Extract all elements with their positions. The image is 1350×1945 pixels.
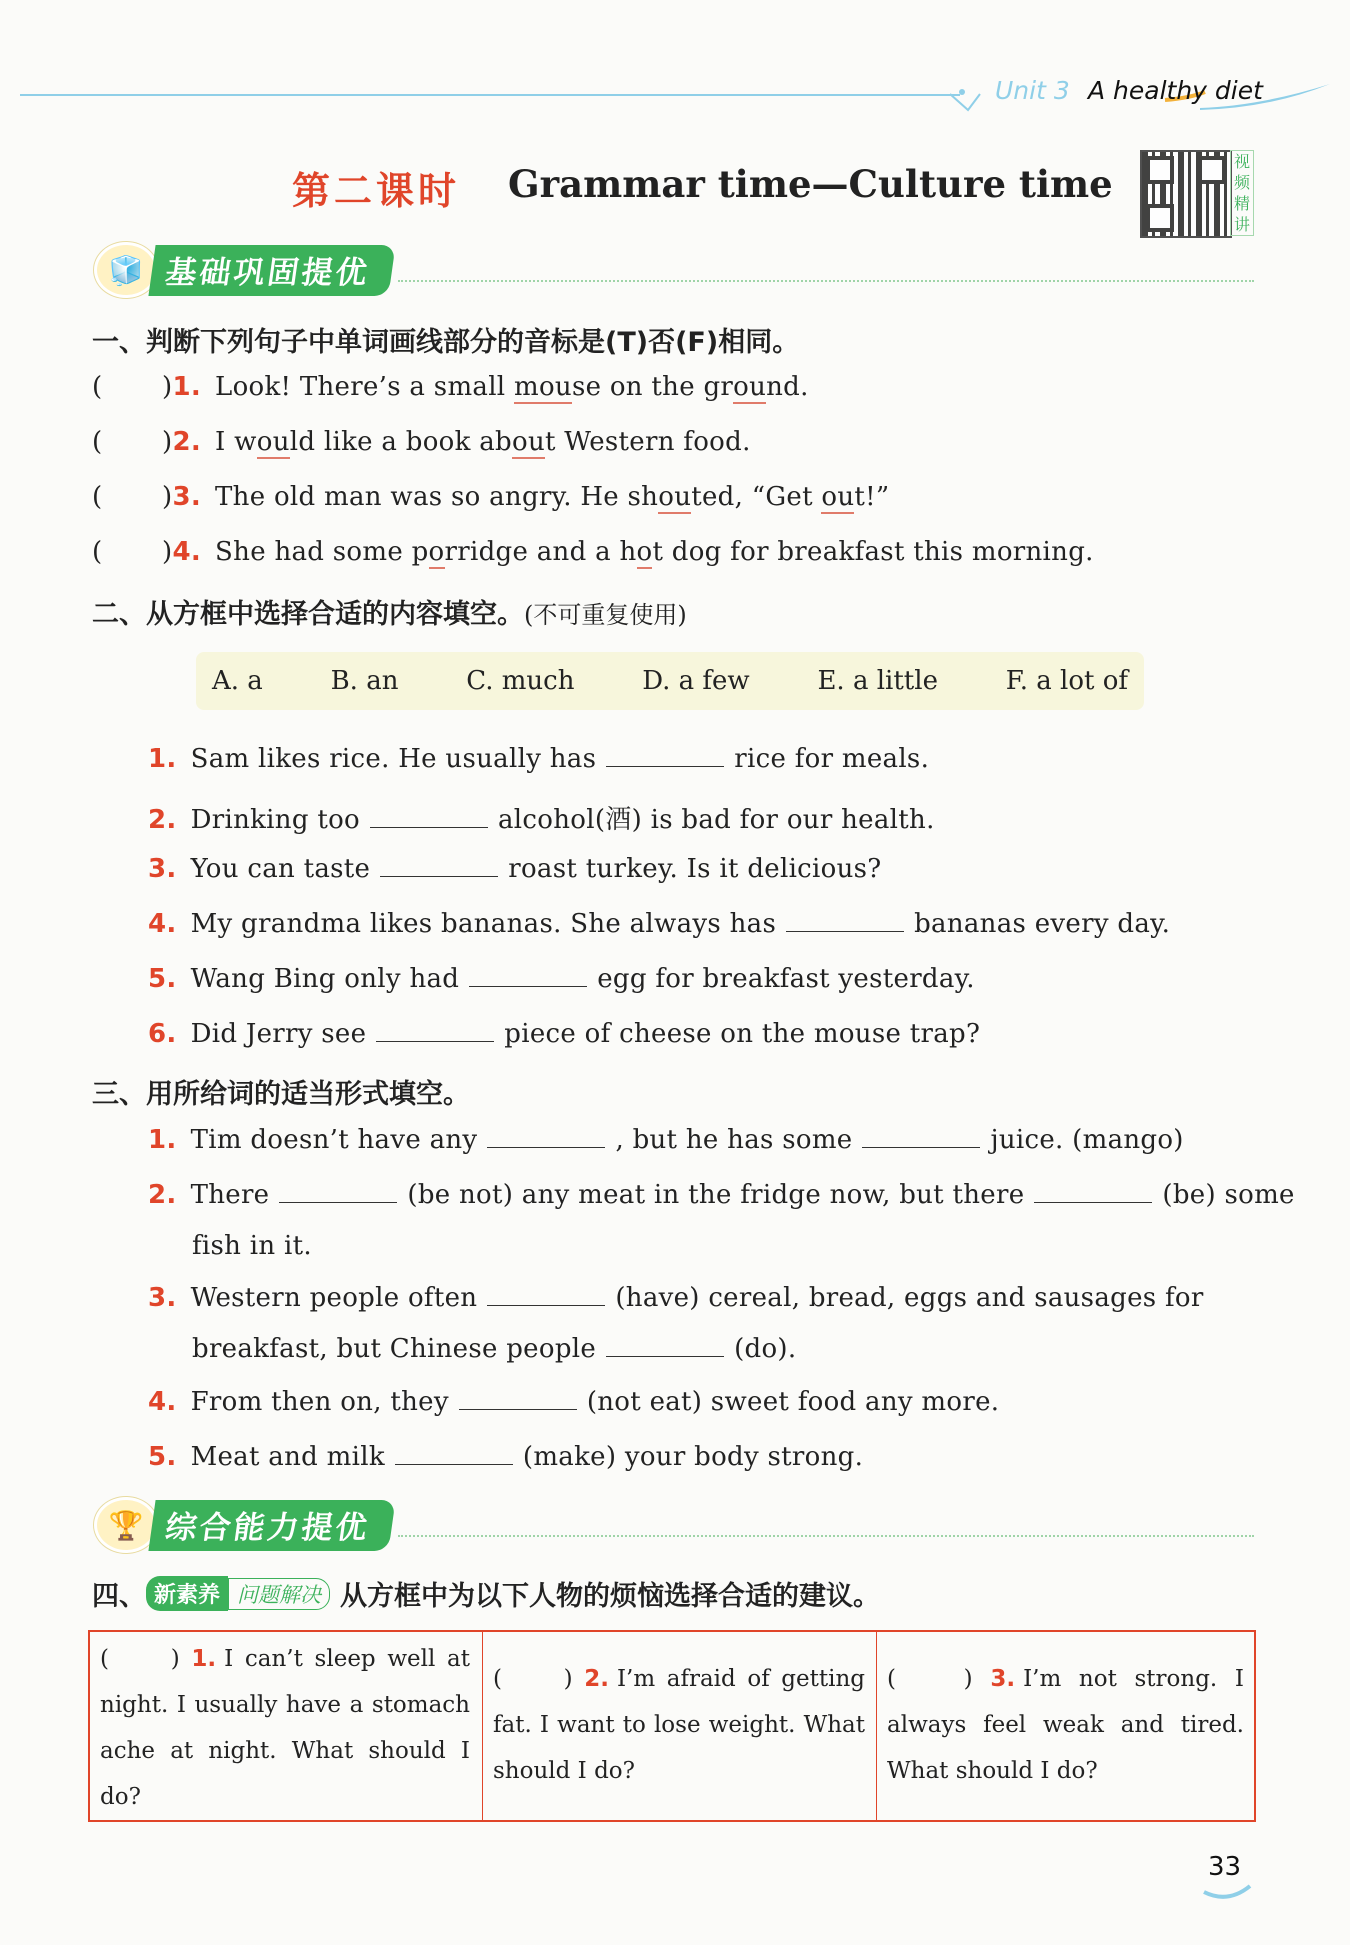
fill-blank[interactable] xyxy=(606,1334,724,1357)
problem-cell-3: ( ) 3. I’m not strong. I always feel weak and tired. What should I do? xyxy=(887,1666,1244,1784)
page-swoosh-icon xyxy=(1198,1846,1258,1906)
part1-item-3: ( )3. The old man was so angry. He shouted, “Get out!” xyxy=(92,482,890,512)
part2-item-1: 1. Sam likes rice. He usually has rice for meals. xyxy=(148,744,930,774)
part3-item-4: 4. From then on, they (not eat) sweet food any more. xyxy=(148,1387,1000,1417)
header-unit: Unit 3 xyxy=(995,76,1070,105)
fill-blank[interactable] xyxy=(487,1125,605,1148)
lesson-tag: 第二课时 xyxy=(292,168,461,213)
answer-paren[interactable]: ( xyxy=(493,1666,502,1692)
answer-paren[interactable]: ( xyxy=(92,537,103,567)
fill-blank[interactable] xyxy=(786,909,904,932)
fill-blank[interactable] xyxy=(469,964,587,987)
problems-table xyxy=(88,1630,1256,1822)
part1-item-1: ( )1. Look! There’s a small mouse on the ground. xyxy=(92,372,809,402)
lesson-title: Grammar time—Culture time xyxy=(508,162,1113,206)
fill-blank[interactable] xyxy=(487,1283,605,1306)
part3-item-2-cont: fish in it. xyxy=(192,1231,312,1261)
fill-blank[interactable] xyxy=(862,1125,980,1148)
header-unit-title: A healthy diet xyxy=(1088,76,1263,105)
tag-new-literacy: 新素养 xyxy=(146,1576,228,1611)
answer-paren[interactable]: ( xyxy=(100,1646,109,1672)
section-title-basic: 基础巩固提优 xyxy=(148,245,395,296)
part2-heading: 二、从方框中选择合适的内容填空。(不可重复使用) xyxy=(92,599,687,630)
part3-item-1: 1. Tim doesn’t have any , but he has some juice. (mango) xyxy=(148,1125,1184,1155)
fill-blank[interactable] xyxy=(395,1442,513,1465)
section-banner-basic xyxy=(94,248,1254,292)
part3-heading: 三、用所给词的适当形式填空。 xyxy=(92,1079,470,1110)
part1-heading: 一、判断下列句子中单词画线部分的音标是(T)否(F)相同。 xyxy=(92,327,800,358)
part3-item-2: 2. There (be not) any meat in the fridge now, but there (be) some xyxy=(148,1180,1295,1210)
fill-blank[interactable] xyxy=(370,805,488,828)
part2-item-2: 2. Drinking too alcohol(酒) is bad for our health. xyxy=(148,805,935,835)
option-c: C. much xyxy=(466,666,575,696)
option-d: D. a few xyxy=(642,666,750,696)
answer-paren[interactable]: ( xyxy=(887,1666,896,1692)
option-a: A. a xyxy=(212,666,263,696)
tag-problem-solving: 问题解决 xyxy=(228,1578,330,1610)
page-number: 33 xyxy=(1208,1852,1242,1882)
part4-heading: 四、 新素养 问题解决 从方框中为以下人物的烦恼选择合适的建议。 xyxy=(92,1574,880,1613)
fill-blank[interactable] xyxy=(376,1019,494,1042)
part2-item-5: 5. Wang Bing only had egg for breakfast yesterday. xyxy=(148,964,975,994)
answer-paren[interactable]: ( xyxy=(92,427,103,457)
trophy-icon: 🏆 xyxy=(94,1497,158,1553)
cube-icon: 🧊 xyxy=(94,242,158,298)
qr-code[interactable] xyxy=(1140,150,1232,238)
part1-item-4: ( )4. She had some porridge and a hot dog for breakfast this morning. xyxy=(92,537,1094,567)
part1-item-2: ( )2. I would like a book about Western food. xyxy=(92,427,751,457)
header-rule xyxy=(20,94,960,96)
part2-item-4: 4. My grandma likes bananas. She always has bananas every day. xyxy=(148,909,1171,939)
section-banner-advanced xyxy=(94,1503,1254,1547)
fill-blank[interactable] xyxy=(380,854,498,877)
option-f: F. a lot of xyxy=(1005,666,1128,696)
answer-paren[interactable]: ( xyxy=(92,372,103,402)
qr-side-text: 视频精讲 xyxy=(1230,150,1254,236)
fill-blank[interactable] xyxy=(1034,1180,1152,1203)
problem-cell-2: ( ) 2. I’m afraid of getting fat. I want to lose weight. What should I do? xyxy=(493,1666,866,1784)
problem-cell-1: ( ) 1. I can’t sleep well at night. I usually have a stomach ache at night. What should I do? xyxy=(100,1646,471,1810)
part3-item-3: 3. Western people often (have) cereal, bread, eggs and sausages for xyxy=(148,1283,1204,1313)
part3-item-3-cont: breakfast, but Chinese people (do). xyxy=(192,1334,797,1364)
section-title-advanced: 综合能力提优 xyxy=(148,1500,395,1551)
part2-item-3: 3. You can taste roast turkey. Is it delicious? xyxy=(148,854,882,884)
fill-blank[interactable] xyxy=(459,1387,577,1410)
answer-paren[interactable]: ( xyxy=(92,482,103,512)
option-b: B. an xyxy=(330,666,399,696)
fill-blank[interactable] xyxy=(606,744,724,767)
fill-blank[interactable] xyxy=(279,1180,397,1203)
part2-item-6: 6. Did Jerry see piece of cheese on the mouse trap? xyxy=(148,1019,981,1049)
option-e: E. a little xyxy=(817,666,938,696)
part3-item-5: 5. Meat and milk (make) your body strong. xyxy=(148,1442,864,1472)
options-box xyxy=(196,652,1144,710)
